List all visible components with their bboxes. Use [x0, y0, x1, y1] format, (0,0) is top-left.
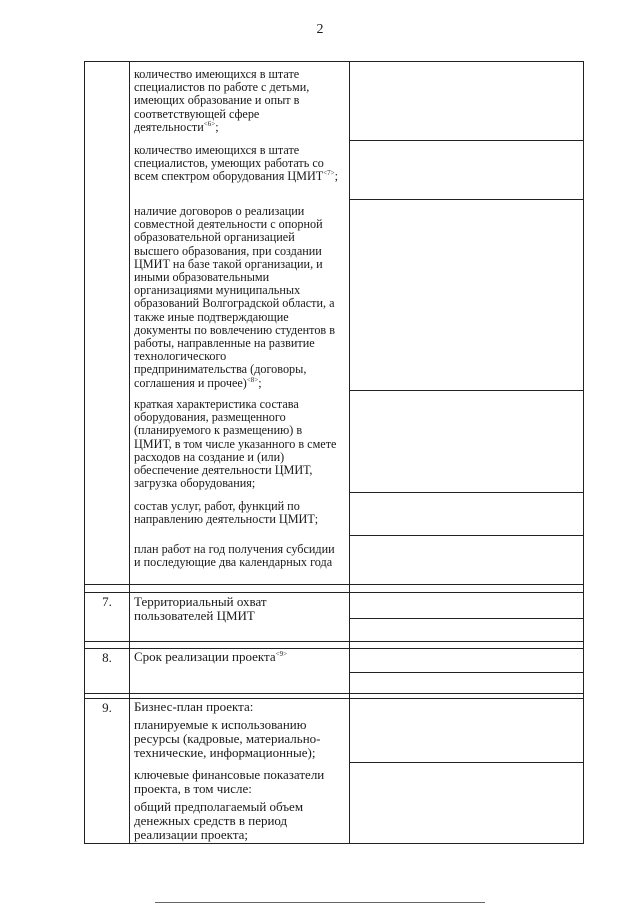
item-9-total-volume: общий предполагаемый объем денежных средств в период реализации проекта; [134, 799, 304, 842]
row-divider [349, 492, 583, 493]
row-agreements: наличие договоров о реализации совместной деятельности с опорной образовательной организацией высшего образования, при создании ЦМИТ на базе такой организации, и иными образовательными организациями муниципальных образований Волгоградской области, а также иные подтверждающие документы по вовлечению студентов в работы, направленные на развитие технологического предпринимательства (договоры, соглашения и прочее)$^{<8>}$; [134, 204, 335, 390]
item-9-key-indicators: ключевые финансовые показатели проекта, в том числе: [134, 767, 325, 796]
item-9-title: Бизнес-план проекта: [134, 699, 254, 714]
item-divider [85, 592, 583, 593]
row-divider [349, 140, 583, 141]
column-divider-value [349, 62, 350, 843]
column-divider-number [129, 62, 130, 843]
item-number-8: 8. [102, 650, 112, 665]
row-services: состав услуг, работ, функций по направлению деятельности ЦМИТ; [134, 499, 319, 527]
row-staff-children: количество имеющихся в штате специалистов по работе с детьми, имеющих образование и опыт в соответствующей сфере деятельности$^{<6>}$; [134, 67, 310, 134]
item-divider [85, 584, 583, 585]
row-divider [349, 535, 583, 536]
row-divider [349, 199, 583, 200]
page-number: 2 [316, 22, 324, 37]
bottom-rule [155, 902, 485, 903]
item-number-7: 7. [102, 594, 112, 609]
row-divider [349, 672, 583, 673]
item-number-9: 9. [102, 700, 112, 715]
item-9-resources: планируемые к использованию ресурсы (кадровые, материально-технические, информационные); [134, 717, 321, 760]
row-work-plan: план работ на год получения субсидии и последующие два календарных года [134, 542, 335, 570]
item-8-text: Срок реализации проекта$^{<9>}$ [134, 649, 288, 664]
form-table [84, 61, 584, 844]
row-divider [349, 762, 583, 763]
row-divider [349, 390, 583, 391]
row-staff-equipment: количество имеющихся в штате специалистов, умеющих работать со всем спектром оборудования $ЦМИТ^{<7>}$; [134, 143, 339, 184]
item-7-text: Территориальный охват пользователей ЦМИТ [134, 594, 267, 623]
row-equipment-summary: краткая характеристика состава оборудования, размещенного (планируемого к размещению) в ЦМИТ, в том числе указанного в смете расходов на создание и (или) обеспечение деятельности ЦМИТ, загрузка оборудования; [134, 397, 337, 491]
item-divider [85, 641, 583, 642]
item-divider [85, 693, 583, 694]
row-divider [349, 618, 583, 619]
